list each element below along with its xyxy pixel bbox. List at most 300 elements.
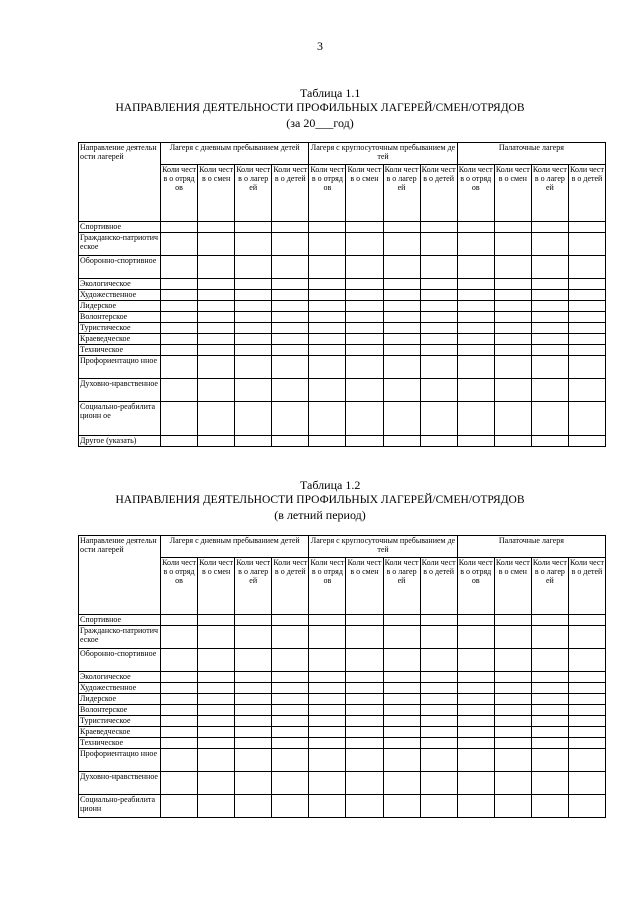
table-cell[interactable] <box>531 772 568 795</box>
table-cell[interactable] <box>383 323 420 334</box>
table-cell[interactable] <box>494 683 531 694</box>
table-cell[interactable] <box>161 705 198 716</box>
table-cell[interactable] <box>457 290 494 301</box>
table-cell[interactable] <box>272 222 309 233</box>
table-cell[interactable] <box>272 256 309 279</box>
table-cell[interactable] <box>161 256 198 279</box>
table-cell[interactable] <box>420 334 457 345</box>
table-cell[interactable] <box>568 279 605 290</box>
table-cell[interactable] <box>568 649 605 672</box>
table-cell[interactable] <box>420 436 457 447</box>
table-cell[interactable] <box>309 356 346 379</box>
table-cell[interactable] <box>457 334 494 345</box>
table-cell[interactable] <box>198 356 235 379</box>
table-cell[interactable] <box>457 301 494 312</box>
table-cell[interactable] <box>568 222 605 233</box>
table-cell[interactable] <box>272 334 309 345</box>
table-cell[interactable] <box>531 222 568 233</box>
table-cell[interactable] <box>457 222 494 233</box>
table-cell[interactable] <box>568 749 605 772</box>
table-cell[interactable] <box>235 256 272 279</box>
table-cell[interactable] <box>161 626 198 649</box>
table-cell[interactable] <box>531 672 568 683</box>
table-cell[interactable] <box>235 301 272 312</box>
table-cell[interactable] <box>272 772 309 795</box>
table-cell[interactable] <box>235 402 272 436</box>
table-cell[interactable] <box>198 615 235 626</box>
table-cell[interactable] <box>457 705 494 716</box>
table-cell[interactable] <box>272 379 309 402</box>
table-cell[interactable] <box>531 649 568 672</box>
table-cell[interactable] <box>198 672 235 683</box>
table-cell[interactable] <box>420 727 457 738</box>
table-cell[interactable] <box>235 772 272 795</box>
table-cell[interactable] <box>383 279 420 290</box>
table-cell[interactable] <box>235 694 272 705</box>
table-cell[interactable] <box>494 323 531 334</box>
table-cell[interactable] <box>309 222 346 233</box>
table-cell[interactable] <box>531 795 568 818</box>
table-cell[interactable] <box>309 716 346 727</box>
table-cell[interactable] <box>309 705 346 716</box>
table-cell[interactable] <box>309 379 346 402</box>
table-cell[interactable] <box>346 727 383 738</box>
table-cell[interactable] <box>457 795 494 818</box>
table-cell[interactable] <box>346 323 383 334</box>
table-cell[interactable] <box>383 705 420 716</box>
table-cell[interactable] <box>531 301 568 312</box>
table-cell[interactable] <box>568 345 605 356</box>
table-cell[interactable] <box>346 436 383 447</box>
table-cell[interactable] <box>531 716 568 727</box>
table-cell[interactable] <box>531 256 568 279</box>
table-cell[interactable] <box>568 379 605 402</box>
table-cell[interactable] <box>198 683 235 694</box>
table-cell[interactable] <box>457 683 494 694</box>
table-cell[interactable] <box>531 694 568 705</box>
table-cell[interactable] <box>420 279 457 290</box>
table-cell[interactable] <box>420 222 457 233</box>
table-cell[interactable] <box>272 672 309 683</box>
table-cell[interactable] <box>383 436 420 447</box>
table-cell[interactable] <box>568 694 605 705</box>
table-cell[interactable] <box>272 233 309 256</box>
table-cell[interactable] <box>346 694 383 705</box>
table-cell[interactable] <box>309 256 346 279</box>
table-cell[interactable] <box>383 290 420 301</box>
table-cell[interactable] <box>457 727 494 738</box>
table-cell[interactable] <box>457 345 494 356</box>
table-cell[interactable] <box>161 402 198 436</box>
table-cell[interactable] <box>383 301 420 312</box>
table-cell[interactable] <box>161 727 198 738</box>
table-cell[interactable] <box>383 749 420 772</box>
table-cell[interactable] <box>420 301 457 312</box>
table-cell[interactable] <box>531 727 568 738</box>
table-cell[interactable] <box>457 672 494 683</box>
table-cell[interactable] <box>198 649 235 672</box>
table-cell[interactable] <box>457 256 494 279</box>
table-cell[interactable] <box>161 312 198 323</box>
table-cell[interactable] <box>568 356 605 379</box>
table-cell[interactable] <box>457 356 494 379</box>
table-cell[interactable] <box>272 749 309 772</box>
table-cell[interactable] <box>383 345 420 356</box>
table-cell[interactable] <box>198 694 235 705</box>
table-cell[interactable] <box>198 233 235 256</box>
table-cell[interactable] <box>346 649 383 672</box>
table-cell[interactable] <box>198 716 235 727</box>
table-cell[interactable] <box>235 356 272 379</box>
table-cell[interactable] <box>457 649 494 672</box>
table-cell[interactable] <box>161 222 198 233</box>
table-cell[interactable] <box>235 379 272 402</box>
table-cell[interactable] <box>309 402 346 436</box>
table-cell[interactable] <box>161 615 198 626</box>
table-cell[interactable] <box>235 795 272 818</box>
table-cell[interactable] <box>494 716 531 727</box>
table-cell[interactable] <box>235 334 272 345</box>
table-cell[interactable] <box>346 379 383 402</box>
table-cell[interactable] <box>531 683 568 694</box>
table-cell[interactable] <box>346 705 383 716</box>
table-cell[interactable] <box>161 279 198 290</box>
table-cell[interactable] <box>309 615 346 626</box>
table-cell[interactable] <box>272 301 309 312</box>
table-cell[interactable] <box>457 738 494 749</box>
table-cell[interactable] <box>568 795 605 818</box>
table-cell[interactable] <box>420 379 457 402</box>
table-cell[interactable] <box>198 301 235 312</box>
table-cell[interactable] <box>531 233 568 256</box>
table-cell[interactable] <box>420 705 457 716</box>
table-cell[interactable] <box>198 222 235 233</box>
table-cell[interactable] <box>457 323 494 334</box>
table-cell[interactable] <box>346 749 383 772</box>
table-cell[interactable] <box>272 716 309 727</box>
table-cell[interactable] <box>420 683 457 694</box>
table-cell[interactable] <box>568 626 605 649</box>
table-cell[interactable] <box>309 694 346 705</box>
table-cell[interactable] <box>457 694 494 705</box>
table-cell[interactable] <box>198 334 235 345</box>
table-cell[interactable] <box>272 694 309 705</box>
table-cell[interactable] <box>457 379 494 402</box>
table-cell[interactable] <box>420 402 457 436</box>
table-cell[interactable] <box>494 402 531 436</box>
table-cell[interactable] <box>309 738 346 749</box>
table-cell[interactable] <box>531 749 568 772</box>
table-cell[interactable] <box>568 256 605 279</box>
table-cell[interactable] <box>457 402 494 436</box>
table-cell[interactable] <box>235 749 272 772</box>
table-cell[interactable] <box>346 683 383 694</box>
table-cell[interactable] <box>272 290 309 301</box>
table-cell[interactable] <box>309 672 346 683</box>
table-cell[interactable] <box>346 222 383 233</box>
table-cell[interactable] <box>235 222 272 233</box>
table-cell[interactable] <box>235 649 272 672</box>
table-cell[interactable] <box>235 738 272 749</box>
table-cell[interactable] <box>272 727 309 738</box>
table-cell[interactable] <box>309 626 346 649</box>
table-cell[interactable] <box>198 705 235 716</box>
table-cell[interactable] <box>494 772 531 795</box>
table-cell[interactable] <box>494 727 531 738</box>
table-cell[interactable] <box>420 672 457 683</box>
table-cell[interactable] <box>420 233 457 256</box>
table-cell[interactable] <box>272 626 309 649</box>
table-cell[interactable] <box>235 716 272 727</box>
table-cell[interactable] <box>272 705 309 716</box>
table-cell[interactable] <box>383 334 420 345</box>
table-cell[interactable] <box>346 233 383 256</box>
table-cell[interactable] <box>420 356 457 379</box>
table-cell[interactable] <box>568 233 605 256</box>
table-cell[interactable] <box>161 649 198 672</box>
table-cell[interactable] <box>420 323 457 334</box>
table-cell[interactable] <box>161 694 198 705</box>
table-cell[interactable] <box>568 290 605 301</box>
table-cell[interactable] <box>383 672 420 683</box>
table-cell[interactable] <box>568 615 605 626</box>
table-cell[interactable] <box>383 615 420 626</box>
table-cell[interactable] <box>309 436 346 447</box>
table-cell[interactable] <box>346 402 383 436</box>
table-cell[interactable] <box>161 683 198 694</box>
table-cell[interactable] <box>494 334 531 345</box>
table-cell[interactable] <box>383 738 420 749</box>
table-cell[interactable] <box>161 772 198 795</box>
table-cell[interactable] <box>457 279 494 290</box>
table-cell[interactable] <box>198 279 235 290</box>
table-cell[interactable] <box>272 279 309 290</box>
table-cell[interactable] <box>161 436 198 447</box>
table-cell[interactable] <box>161 716 198 727</box>
table-cell[interactable] <box>346 345 383 356</box>
table-cell[interactable] <box>494 301 531 312</box>
table-cell[interactable] <box>161 356 198 379</box>
table-cell[interactable] <box>568 402 605 436</box>
table-cell[interactable] <box>235 727 272 738</box>
table-cell[interactable] <box>494 379 531 402</box>
table-cell[interactable] <box>420 312 457 323</box>
table-cell[interactable] <box>346 716 383 727</box>
table-cell[interactable] <box>161 233 198 256</box>
table-cell[interactable] <box>568 772 605 795</box>
table-cell[interactable] <box>494 312 531 323</box>
table-cell[interactable] <box>494 738 531 749</box>
table-cell[interactable] <box>457 615 494 626</box>
table-cell[interactable] <box>531 738 568 749</box>
table-cell[interactable] <box>531 705 568 716</box>
table-cell[interactable] <box>494 256 531 279</box>
table-cell[interactable] <box>272 402 309 436</box>
table-cell[interactable] <box>420 615 457 626</box>
table-cell[interactable] <box>309 323 346 334</box>
table-cell[interactable] <box>198 436 235 447</box>
table-cell[interactable] <box>272 738 309 749</box>
table-cell[interactable] <box>309 683 346 694</box>
table-cell[interactable] <box>309 727 346 738</box>
table-cell[interactable] <box>272 795 309 818</box>
table-cell[interactable] <box>568 683 605 694</box>
table-cell[interactable] <box>383 795 420 818</box>
table-cell[interactable] <box>235 615 272 626</box>
table-cell[interactable] <box>346 626 383 649</box>
table-cell[interactable] <box>494 356 531 379</box>
table-cell[interactable] <box>494 694 531 705</box>
table-cell[interactable] <box>161 334 198 345</box>
table-cell[interactable] <box>420 345 457 356</box>
table-cell[interactable] <box>420 749 457 772</box>
table-cell[interactable] <box>494 615 531 626</box>
table-cell[interactable] <box>531 626 568 649</box>
table-cell[interactable] <box>531 290 568 301</box>
table-cell[interactable] <box>568 727 605 738</box>
table-cell[interactable] <box>309 301 346 312</box>
table-cell[interactable] <box>235 323 272 334</box>
table-cell[interactable] <box>309 290 346 301</box>
table-cell[interactable] <box>383 312 420 323</box>
table-cell[interactable] <box>383 402 420 436</box>
table-cell[interactable] <box>235 345 272 356</box>
table-cell[interactable] <box>161 379 198 402</box>
table-cell[interactable] <box>420 738 457 749</box>
table-cell[interactable] <box>531 323 568 334</box>
table-cell[interactable] <box>494 705 531 716</box>
table-cell[interactable] <box>161 323 198 334</box>
table-cell[interactable] <box>235 705 272 716</box>
table-cell[interactable] <box>531 312 568 323</box>
table-cell[interactable] <box>383 683 420 694</box>
table-cell[interactable] <box>235 312 272 323</box>
table-cell[interactable] <box>568 301 605 312</box>
table-cell[interactable] <box>383 356 420 379</box>
table-cell[interactable] <box>161 795 198 818</box>
table-cell[interactable] <box>494 626 531 649</box>
table-cell[interactable] <box>457 312 494 323</box>
table-cell[interactable] <box>420 772 457 795</box>
table-cell[interactable] <box>457 749 494 772</box>
table-cell[interactable] <box>198 795 235 818</box>
table-cell[interactable] <box>494 233 531 256</box>
table-cell[interactable] <box>198 290 235 301</box>
table-cell[interactable] <box>346 334 383 345</box>
table-cell[interactable] <box>457 772 494 795</box>
table-cell[interactable] <box>161 345 198 356</box>
table-cell[interactable] <box>309 749 346 772</box>
table-cell[interactable] <box>346 772 383 795</box>
table-cell[interactable] <box>198 379 235 402</box>
table-cell[interactable] <box>494 749 531 772</box>
table-cell[interactable] <box>235 683 272 694</box>
table-cell[interactable] <box>494 436 531 447</box>
table-cell[interactable] <box>383 256 420 279</box>
table-cell[interactable] <box>531 334 568 345</box>
table-cell[interactable] <box>198 312 235 323</box>
table-cell[interactable] <box>346 672 383 683</box>
table-cell[interactable] <box>235 279 272 290</box>
table-cell[interactable] <box>494 672 531 683</box>
table-cell[interactable] <box>198 738 235 749</box>
table-cell[interactable] <box>161 301 198 312</box>
table-cell[interactable] <box>568 312 605 323</box>
table-cell[interactable] <box>235 626 272 649</box>
table-cell[interactable] <box>161 749 198 772</box>
table-cell[interactable] <box>420 716 457 727</box>
table-cell[interactable] <box>346 279 383 290</box>
table-cell[interactable] <box>457 716 494 727</box>
table-cell[interactable] <box>198 749 235 772</box>
table-cell[interactable] <box>309 334 346 345</box>
table-cell[interactable] <box>198 402 235 436</box>
table-cell[interactable] <box>568 436 605 447</box>
table-cell[interactable] <box>568 738 605 749</box>
table-cell[interactable] <box>568 323 605 334</box>
table-cell[interactable] <box>235 436 272 447</box>
table-cell[interactable] <box>420 626 457 649</box>
table-cell[interactable] <box>309 312 346 323</box>
table-cell[interactable] <box>272 615 309 626</box>
table-cell[interactable] <box>420 795 457 818</box>
table-cell[interactable] <box>309 772 346 795</box>
table-cell[interactable] <box>420 694 457 705</box>
table-cell[interactable] <box>568 334 605 345</box>
table-cell[interactable] <box>346 615 383 626</box>
table-cell[interactable] <box>272 649 309 672</box>
table-cell[interactable] <box>494 279 531 290</box>
table-cell[interactable] <box>457 436 494 447</box>
table-cell[interactable] <box>198 323 235 334</box>
table-cell[interactable] <box>383 772 420 795</box>
table-cell[interactable] <box>494 795 531 818</box>
table-cell[interactable] <box>531 345 568 356</box>
table-cell[interactable] <box>272 312 309 323</box>
table-cell[interactable] <box>346 738 383 749</box>
table-cell[interactable] <box>161 738 198 749</box>
table-cell[interactable] <box>198 256 235 279</box>
table-cell[interactable] <box>198 345 235 356</box>
table-cell[interactable] <box>198 727 235 738</box>
table-cell[interactable] <box>420 256 457 279</box>
table-cell[interactable] <box>161 290 198 301</box>
table-cell[interactable] <box>198 772 235 795</box>
table-cell[interactable] <box>568 672 605 683</box>
table-cell[interactable] <box>198 626 235 649</box>
table-cell[interactable] <box>346 356 383 379</box>
table-cell[interactable] <box>383 694 420 705</box>
table-cell[interactable] <box>346 795 383 818</box>
table-cell[interactable] <box>457 233 494 256</box>
table-cell[interactable] <box>272 683 309 694</box>
table-cell[interactable] <box>568 716 605 727</box>
table-cell[interactable] <box>309 795 346 818</box>
table-cell[interactable] <box>531 379 568 402</box>
table-cell[interactable] <box>383 233 420 256</box>
table-cell[interactable] <box>235 233 272 256</box>
table-cell[interactable] <box>309 649 346 672</box>
table-cell[interactable] <box>494 649 531 672</box>
table-cell[interactable] <box>494 290 531 301</box>
table-cell[interactable] <box>420 290 457 301</box>
table-cell[interactable] <box>235 672 272 683</box>
table-cell[interactable] <box>235 290 272 301</box>
table-cell[interactable] <box>494 345 531 356</box>
table-cell[interactable] <box>494 222 531 233</box>
table-cell[interactable] <box>383 222 420 233</box>
table-cell[interactable] <box>272 356 309 379</box>
